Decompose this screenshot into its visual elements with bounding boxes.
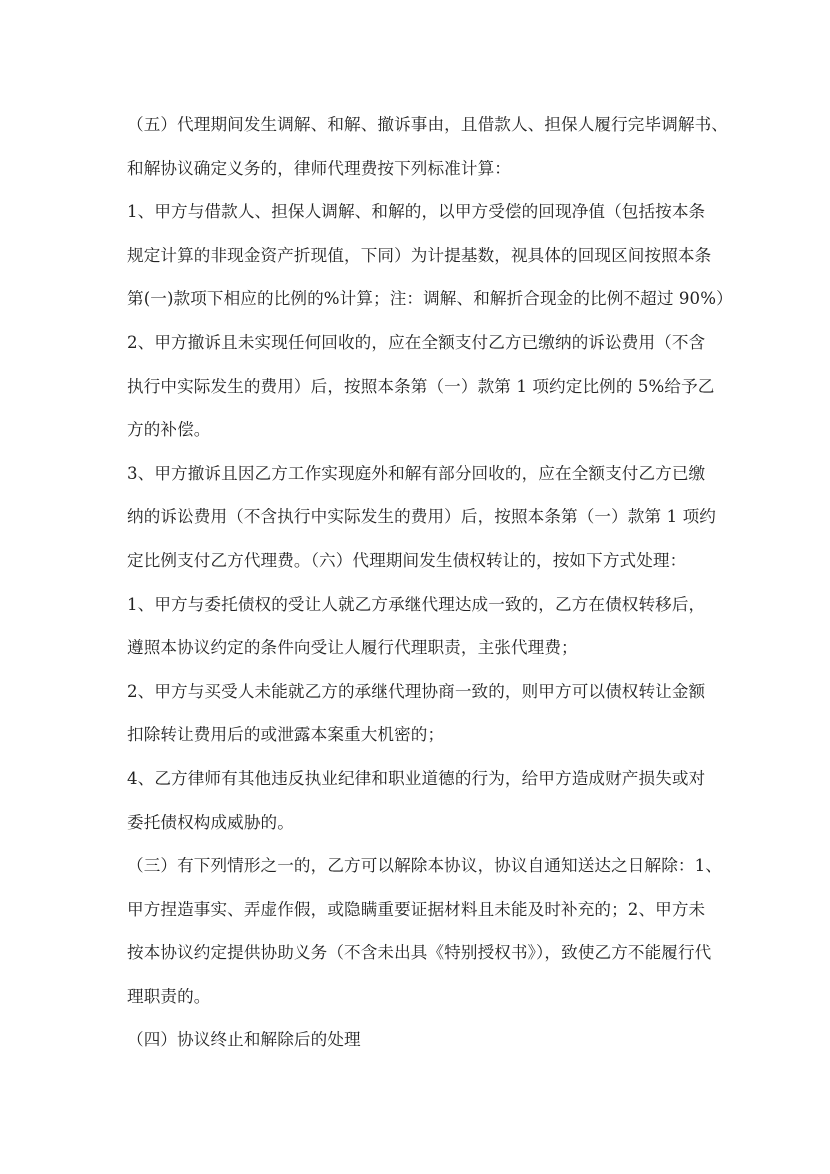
text-line: （五）代理期间发生调解、和解、撤诉事由，且借款人、担保人履行完毕调解书、 <box>127 115 728 134</box>
text-line: 4、乙方律师有其他违反执业纪律和职业道德的行为，给甲方造成财产损失或对 <box>127 768 706 788</box>
text-line: 和解协议确定义务的，律师代理费按下列标准计算： <box>127 158 511 178</box>
text-line: 按本协议约定提供协助义务（不含未出具《特别授权书》），致使乙方不能履行代 <box>127 943 712 963</box>
text-line: 理职责的。 <box>127 986 211 1006</box>
document-body <box>127 103 733 1062</box>
text-line: 2、甲方撤诉且未实现任何回收的，应在全额支付乙方已缴纳的诉讼费用（不含 <box>127 332 706 352</box>
text-line: 甲方捏造事实、弄虚作假，或隐瞒重要证据材料且未能及时补充的；2、甲方未 <box>127 899 706 919</box>
text-line: 2、甲方与买受人未能就乙方的承继代理协商一致的，则甲方可以债权转让金额 <box>127 681 706 701</box>
text-line: 遵照本协议约定的条件向受让人履行代理职责，主张代理费； <box>127 638 578 658</box>
text-line: 规定计算的非现金资产折现值，下同）为计提基数，视具体的回现区间按照本条 <box>127 245 712 265</box>
text-line: 3、甲方撤诉且因乙方工作实现庭外和解有部分回收的，应在全额支付乙方已缴 <box>127 463 706 483</box>
text-line: 定比例支付乙方代理费。（六）代理期间发生债权转让的，按如下方式处理： <box>127 550 687 570</box>
text-line: 方的补偿。 <box>127 420 211 440</box>
text-line: 1、甲方与委托债权的受让人就乙方承继代理达成一致的，乙方在债权转移后， <box>127 594 706 614</box>
text-line: 执行中实际发生的费用）后，按照本条第（一）款第 1 项约定比例的 5%给予乙 <box>127 376 715 396</box>
text-line: 纳的诉讼费用（不含执行中实际发生的费用）后，按照本条第（一）款第 1 项约 <box>127 507 716 527</box>
text-line: （四）协议终止和解除后的处理 <box>127 1030 361 1050</box>
text-line: 委托债权构成威胁的。 <box>127 812 294 832</box>
text-line: 1、甲方与借款人、担保人调解、和解的，以甲方受偿的回现净值（包括按本条 <box>127 202 706 222</box>
text-line: 扣除转让费用后的或泄露本案重大机密的； <box>127 725 445 745</box>
text-line: （三）有下列情形之一的，乙方可以解除本协议，协议自通知送达之日解除：1、 <box>127 856 722 876</box>
text-line: 第(一)款项下相应的比例的%计算；注：调解、和解折合现金的比例不超过 90%） <box>127 289 733 309</box>
